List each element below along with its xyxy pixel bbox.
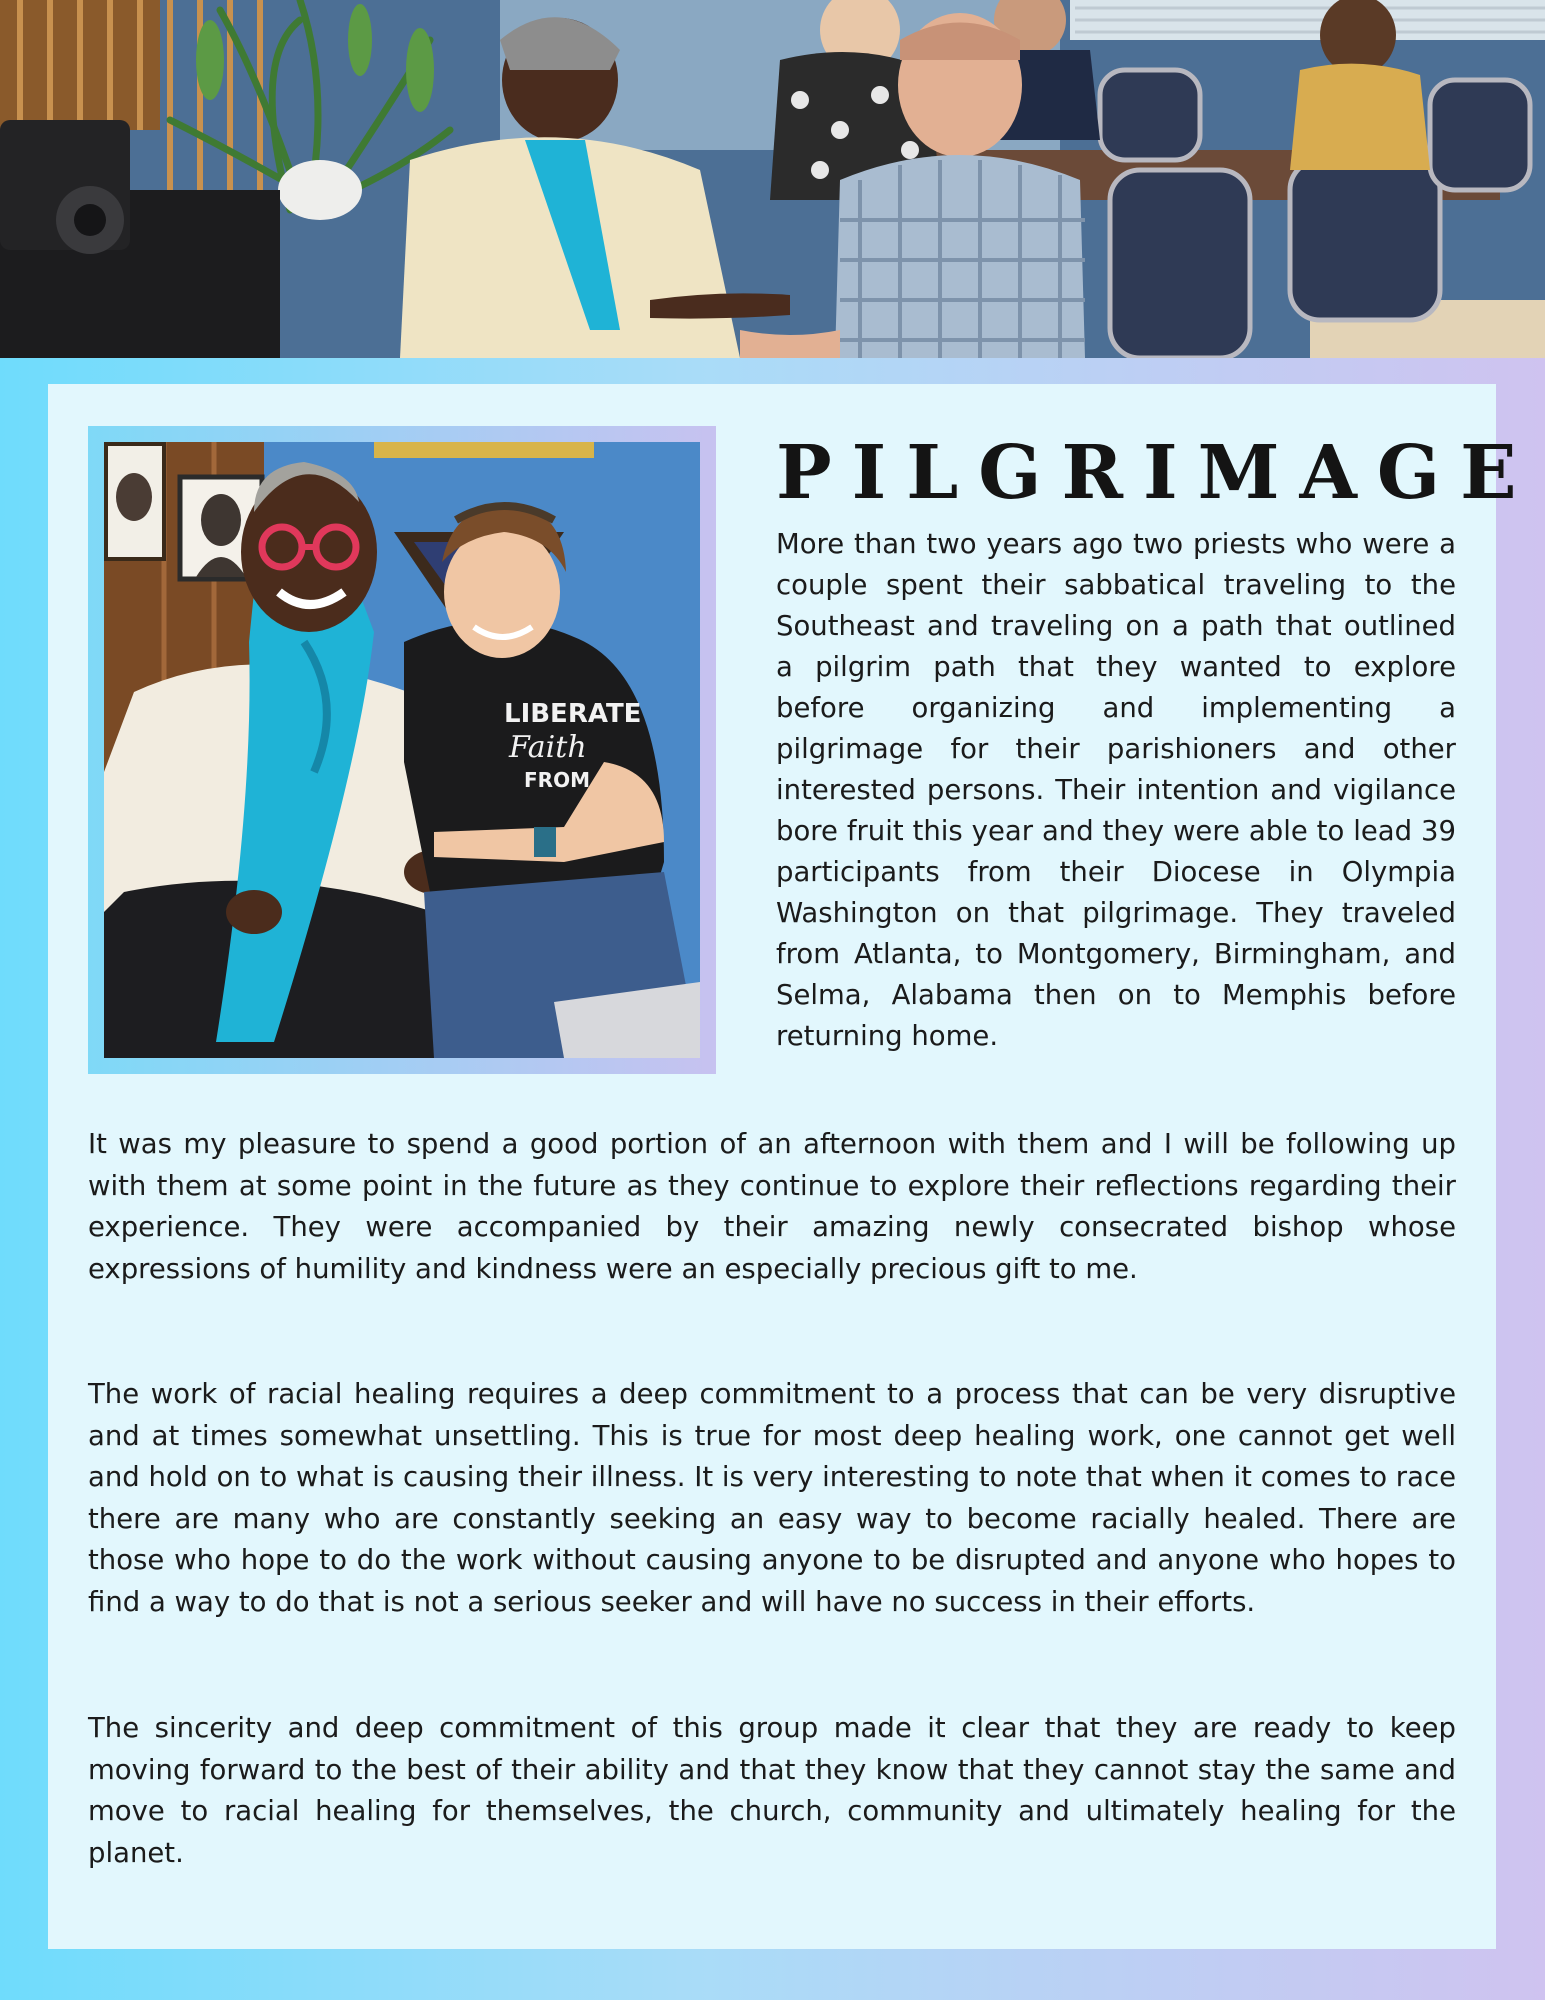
body-paragraph-3: The sincerity and deep commitment of this group made it clear that they are ready to keep moving forward to the best of their ability and that they know that they cannot stay the same and move to racial healing for themselves, the church, community and ultimately healing for the planet.	[88, 1712, 1456, 1869]
portrait-photo-frame	[88, 426, 716, 1074]
shirt-print-line-1: LIBERATE	[504, 699, 642, 729]
body-paragraph-2: The work of racial healing requires a deep commitment to a process that can be very disruptive and at times somewhat unsettling. This is true for most deep healing work, one cannot get well and hold on to what is causing their illness. It is very interesting to note that when it comes to race there are many who are constantly seeking an easy way to become racially healed. There are those who hope to do the work without causing anyone to be disrupted and anyone who hopes to find a way to do that is not a serious seeker and will have no success in their efforts.	[88, 1378, 1456, 1618]
body-paragraph-1: It was my pleasure to spend a good portion of an afternoon with them and I will be following up with them at some point in the future as they continue to explore their reflections regarding their experience. They were accompanied by their amazing newly consecrated bishop whose expressions of humility and kindness were an especially precious gift to me.	[88, 1128, 1456, 1285]
shirt-print-line-3: FROM	[524, 768, 590, 792]
shirt-print-line-2: Faith	[509, 730, 587, 765]
two-women-portrait-photo	[104, 442, 700, 1058]
intro-paragraph: More than two years ago two priests who were a couple spent their sabbatical traveling to the Southeast and traveling on a path that outlined a pilgrim path that they wanted to explore before organizing and implementing a pilgrimage for their parishioners and other interested persons. Their intention and vigilance bore fruit this year and they were able to lead 39 participants from their Diocese in Olympia Washington on that pilgrimage. They traveled from Atlanta, to Montgomery, Birmingham, and Selma, Alabama then on to Memphis before returning home.	[776, 528, 1456, 1052]
banner-photo	[0, 0, 1545, 358]
page-title: PILGRIMAGE	[776, 430, 1537, 516]
portrait-photo	[104, 442, 700, 1058]
group-gathering-photo	[0, 0, 1545, 358]
article-card	[48, 384, 1537, 1949]
